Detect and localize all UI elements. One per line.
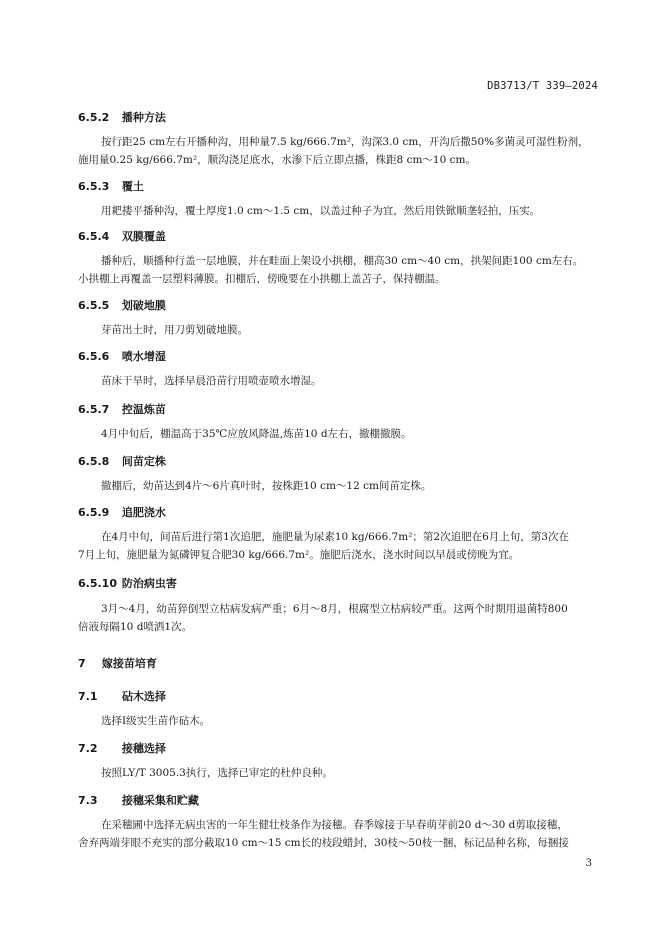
section-title: 接穗选择 xyxy=(121,742,166,755)
section-heading-7-2 xyxy=(78,740,166,756)
body-line: 播种后，顺播种行盖一层地膜，并在畦面上架设小拱棚，棚高30 cm～40 cm，拱架间距100 cm左右。 xyxy=(101,255,584,267)
body-line: 7月上旬，施肥量为氮磷钾复合肥30 kg/666.7m²。施肥后浇水，浇水时间以早晨或傍晚为宜。 xyxy=(78,549,520,561)
chapter-number: 7 xyxy=(78,657,86,670)
section-body-6-5-3 xyxy=(78,202,600,220)
body-line: 3月～4月，幼苗猝倒型立枯病发病严重；6月～8月，根腐型立枯病较严重。这两个时期用退菌特800 xyxy=(101,603,568,615)
section-heading-6-5-6 xyxy=(78,348,166,364)
section-body-6-5-10 xyxy=(78,600,600,636)
section-body-6-5-6 xyxy=(78,372,600,390)
body-line: 在采穗圃中选择无病虫害的一年生健壮枝条作为接穗。春季嫁接于早春萌芽前20 d～30 d剪取接穗， xyxy=(101,819,568,831)
section-heading-6-5-3 xyxy=(78,178,144,194)
section-heading-6-5-4 xyxy=(78,228,166,244)
section-number: 6.5.10 xyxy=(78,577,117,590)
section-body-6-5-4 xyxy=(78,252,600,288)
section-number: 6.5.7 xyxy=(78,403,110,416)
section-heading-6-5-2 xyxy=(78,109,166,125)
section-number: 6.5.4 xyxy=(78,230,110,243)
section-body-7-2 xyxy=(78,764,600,782)
section-heading-6-5-5 xyxy=(78,297,166,313)
section-number: 7.3 xyxy=(78,794,98,807)
section-title: 接穗采集和贮藏 xyxy=(121,794,199,807)
section-title: 双膜覆盖 xyxy=(121,230,166,243)
body-line: 按照LY/T 3005.3执行，选择已审定的杜仲良种。 xyxy=(101,767,333,779)
chapter-heading-7 xyxy=(78,655,157,671)
section-title: 划破地膜 xyxy=(121,299,166,312)
section-title: 播种方法 xyxy=(121,111,166,124)
chapter-title: 嫁接苗培育 xyxy=(101,657,157,670)
section-number: 7.1 xyxy=(78,690,98,703)
body-line: 撤棚后，幼苗达到4片～6片真叶时，按株距10 cm～12 cm间苗定株。 xyxy=(101,480,432,492)
section-title: 喷水增湿 xyxy=(121,350,166,363)
body-line: 用耙搂平播种沟，覆土厚度1.0 cm～1.5 cm，以盖过种子为宜，然后用铁锨顺垄轻拍，压实。 xyxy=(101,205,541,217)
section-title: 追肥浇水 xyxy=(121,506,166,519)
section-heading-6-5-9 xyxy=(78,504,166,520)
section-title: 间苗定株 xyxy=(121,455,166,468)
body-line: 选择Ⅰ级实生苗作砧木。 xyxy=(101,715,211,727)
section-number: 6.5.5 xyxy=(78,299,110,312)
body-line: 小拱棚上再覆盖一层塑料薄膜。扣棚后，傍晚要在小拱棚上盖苫子，保持棚温。 xyxy=(78,273,446,285)
body-line: 苗床干旱时，选择早晨沿苗行用喷壶喷水增湿。 xyxy=(101,375,322,387)
page-number: 3 xyxy=(585,858,592,869)
section-body-6-5-2 xyxy=(78,133,600,169)
body-line: 芽苗出土时，用刀剪划破地膜。 xyxy=(101,324,248,336)
section-heading-6-5-7 xyxy=(78,401,166,417)
section-heading-6-5-8 xyxy=(78,453,166,469)
section-title: 防治病虫害 xyxy=(121,577,177,590)
section-title: 控温炼苗 xyxy=(121,403,166,416)
section-number: 6.5.3 xyxy=(78,180,110,193)
section-number: 6.5.2 xyxy=(78,111,110,124)
body-line: 4月中旬后，棚温高于35℃应放风降温,炼苗10 d左右，撤棚撤膜。 xyxy=(101,428,412,440)
section-heading-7-3 xyxy=(78,792,199,808)
section-title: 覆土 xyxy=(121,180,144,193)
section-body-7-1 xyxy=(78,712,600,730)
body-line: 按行距25 cm左右开播种沟，用种量7.5 kg/666.7m²，沟深3.0 cm，开沟后撒50%多菌灵可湿性粉剂， xyxy=(101,136,589,148)
section-number: 7.2 xyxy=(78,742,98,755)
section-heading-7-1 xyxy=(78,688,166,704)
section-title: 砧木选择 xyxy=(121,690,166,703)
body-line: 施用量0.25 kg/666.7m²，顺沟浇足底水，水渗下后立即点播，株距8 cm～10 cm。 xyxy=(78,154,476,166)
section-body-6-5-9 xyxy=(78,528,600,564)
document-code: DB3713/T 339—2024 xyxy=(487,80,598,92)
section-heading-6-5-10 xyxy=(78,575,177,591)
section-number: 6.5.6 xyxy=(78,350,110,363)
section-number: 6.5.8 xyxy=(78,455,110,468)
body-line: 在4月中旬，间苗后进行第1次追肥，施肥量为尿素10 kg/666.7m²；第2次追肥在6月上旬，第3次在 xyxy=(101,531,569,543)
section-number: 6.5.9 xyxy=(78,506,110,519)
section-body-6-5-8 xyxy=(78,477,600,495)
body-line: 舍弃两端芽眼不充实的部分截取10 cm～15 cm长的枝段蜡封，30枝～50枝一捆，标记品种名称，每捆接 xyxy=(78,837,569,849)
body-line: 倍液每隔10 d喷洒1次。 xyxy=(78,621,193,633)
section-body-7-3 xyxy=(78,816,600,852)
section-body-6-5-7 xyxy=(78,425,600,443)
section-body-6-5-5 xyxy=(78,321,600,339)
